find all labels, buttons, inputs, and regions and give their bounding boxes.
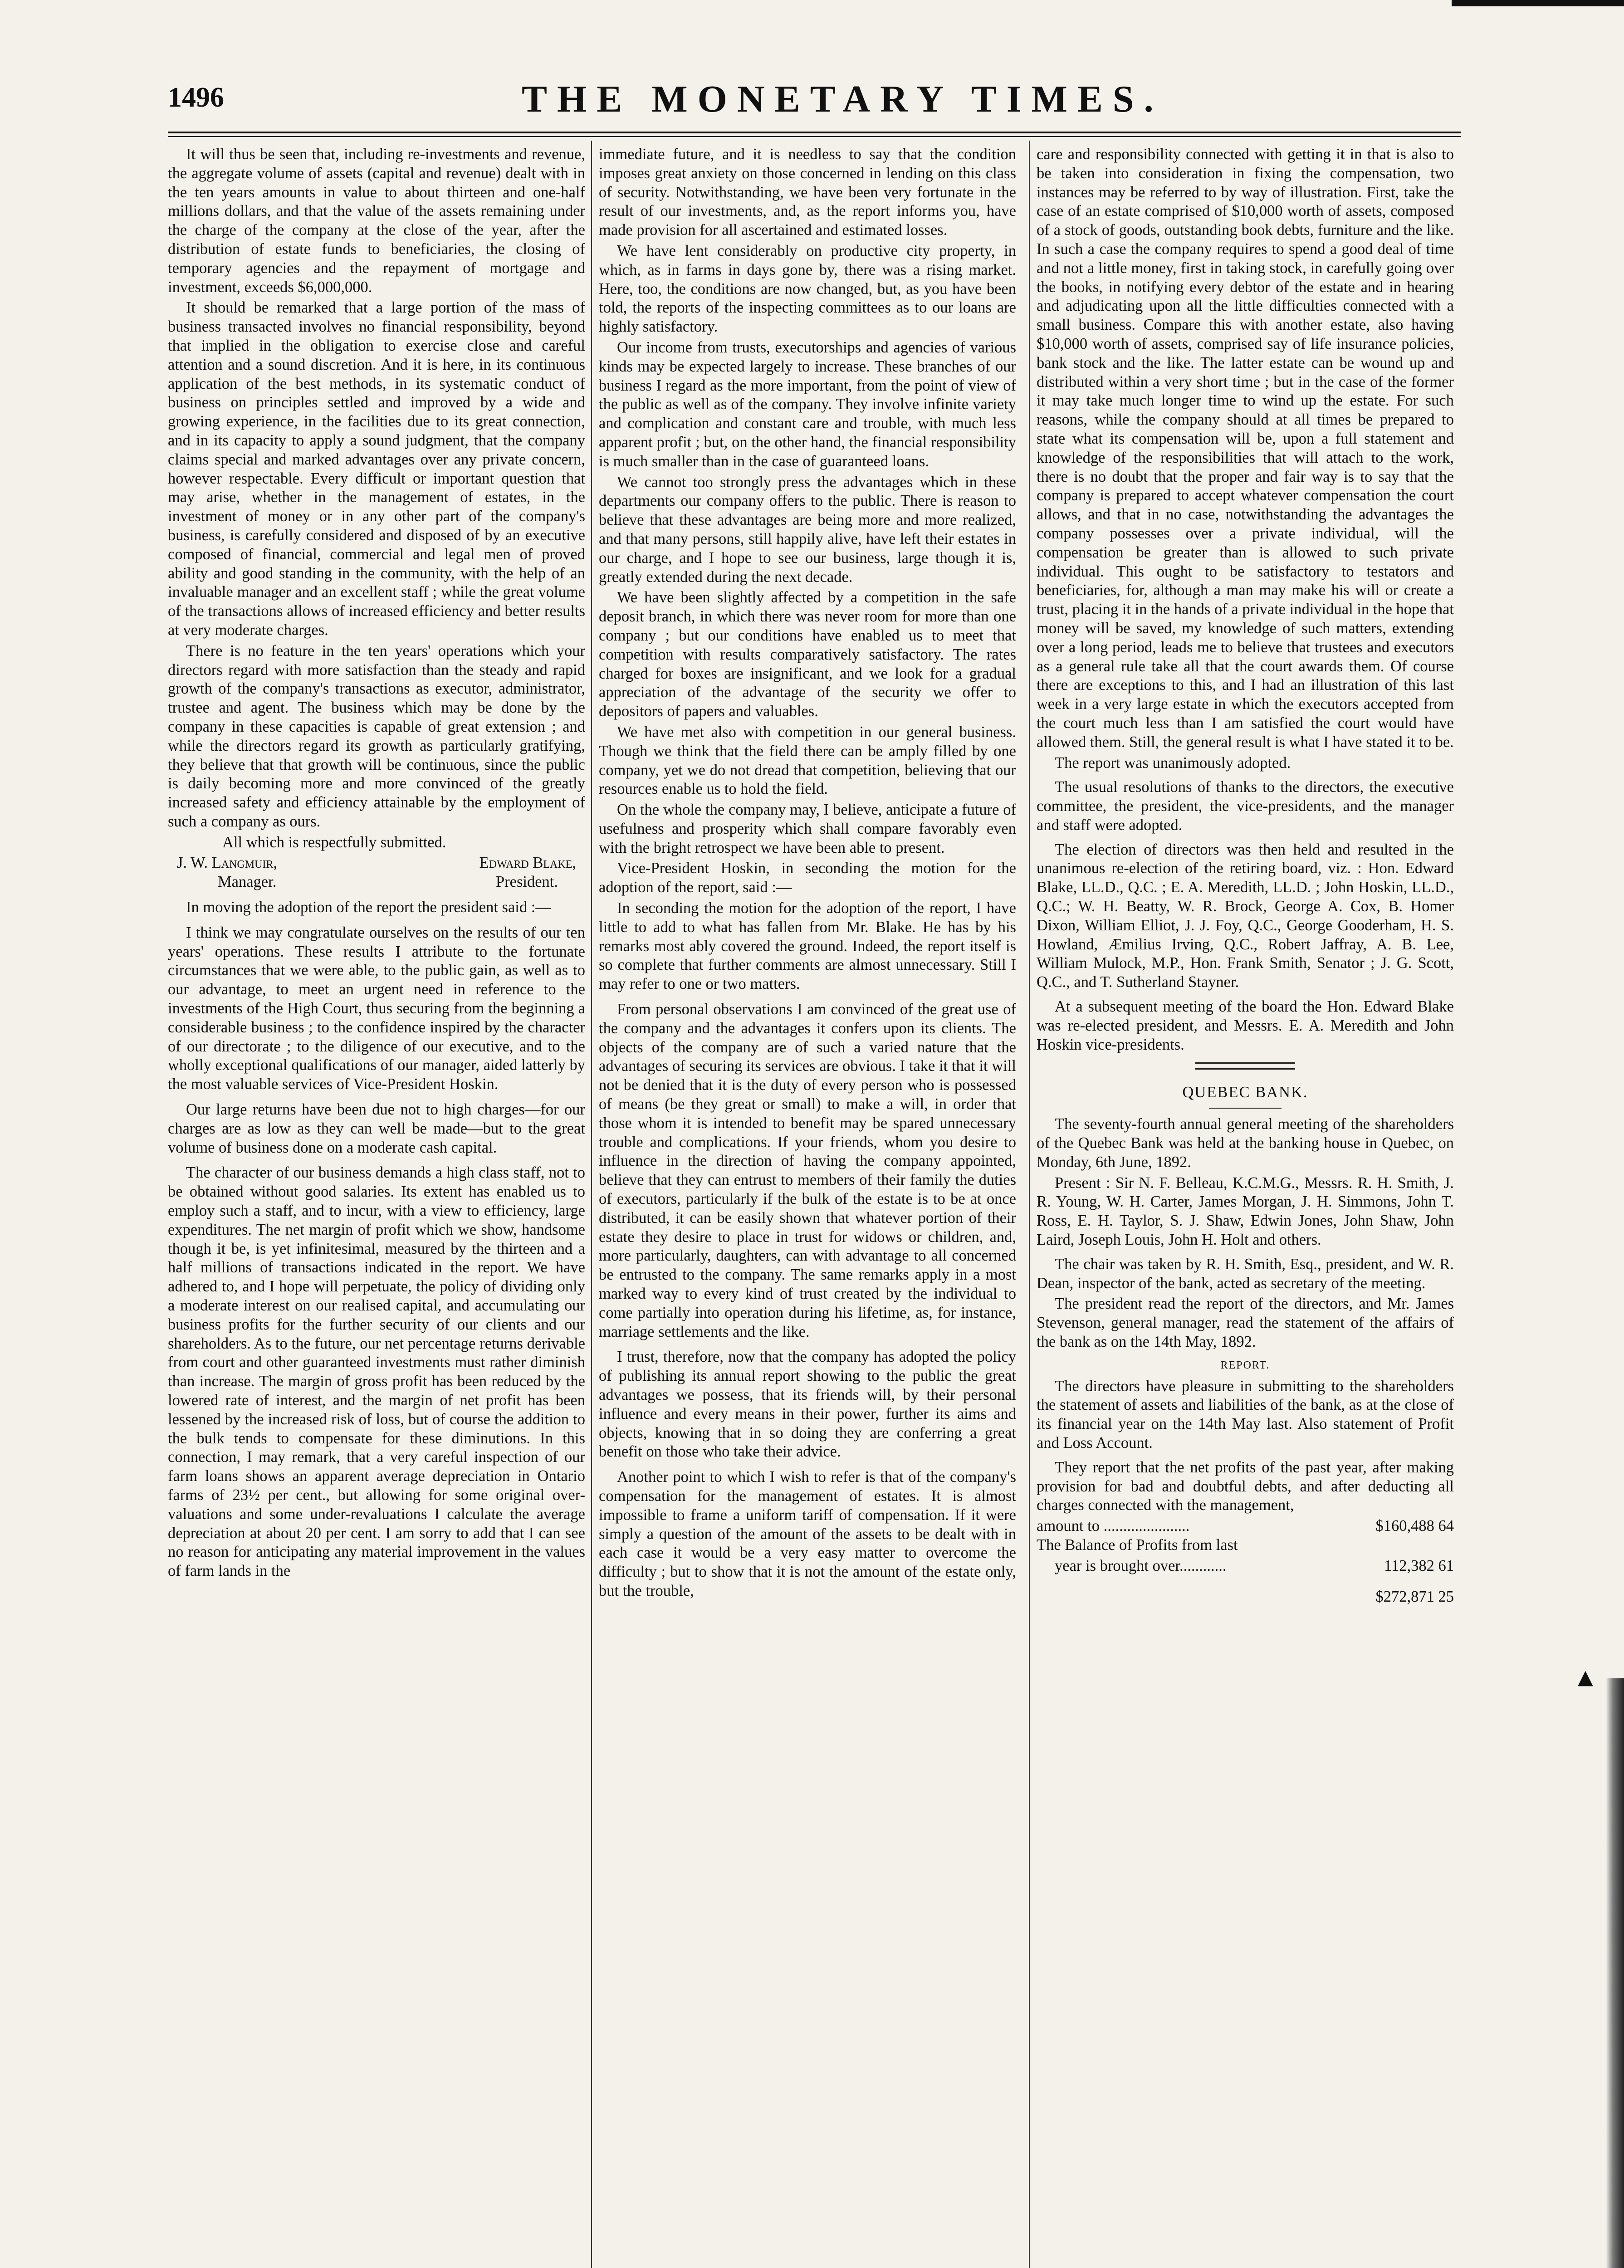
section-underline (1209, 1108, 1282, 1109)
paragraph: The election of directors was then held and resulted in the unanimous re-election of the retiring board, viz. : Hon. Edward Blake, LL.D., Q.C. ; E. A. Meredith, LL.D. ; John Hoskin, LL.D., Q.C.; W. H. Beatty, W. R. Brock, George A. Cox, B. Homer Dixon, William Elliot, J. J. Foy, Q.C., George Gooderham, H. S. Howland, Æmilius Irving, Q.C., Robert Jaffray, A. B. Lee, William Mulock, M.P., Hon. Frank Smith, Senator ; J. G. Scott, Q.C., and T. Sutherland Stayner. (1037, 841, 1454, 991)
paragraph: The chair was taken by R. H. Smith, Esq., president, and W. R. Dean, inspector of the bank, acted as secretary of the meeting. (1037, 1255, 1454, 1292)
paragraph: The usual resolutions of thanks to the directors, the executive committee, the president, the vice-presidents, and the manager and staff were adopted. (1037, 778, 1454, 834)
submitted-line: All which is respectfully submitted. (222, 833, 446, 851)
paragraph: I trust, therefore, now that the company has adopted the policy of publishing its annual report showing to the public the great advantages we possess, that its friends will, by their personal influence and every means in their power, further its aims and objects, knowing that in so doing they are conferring a great benefit on those who take their advice. (599, 1348, 1016, 1461)
paragraph: Another point to which I wish to refer is that of the company's compensation for the management of estates. It is almost impossible to frame a uniform tariff of compensation. If it were simply a question of the amount of the assets to be dealt with in each case it would be a very easy matter to overcome the difficulty ; but to show that it is not the amount of the estate only, but the trouble, (599, 1468, 1016, 1599)
page-number: 1496 (168, 82, 224, 113)
binding-spine-shadow (1606, 1678, 1624, 2268)
column-2 (599, 145, 1016, 1603)
paragraph: We have been slightly affected by a competition in the safe deposit branch, in which there was never room for more than one company ; but our conditions have enabled us to meet that competition with results comparatively satisfactory. The rates charged for boxes are insignificant, and we look for a gradual appreciation of the advantage of the security we offer to depositors of papers and valuables. (599, 589, 1016, 720)
paragraph: Our large returns have been due not to high charges—for our charges are as low as they can well be made—but to the great volume of business done on a moderate cash capital. (168, 1101, 585, 1156)
signature-titles (168, 873, 585, 892)
amount-line-balance (1037, 1557, 1454, 1576)
amount-value: $160,488 64 (1375, 1517, 1454, 1535)
page-header (168, 77, 1610, 127)
paragraph: In moving the adoption of the report the president said :— (186, 899, 551, 916)
paragraph: Vice-President Hoskin, in seconding the motion for the adoption of the report, said :— (599, 860, 1016, 896)
header-rule (168, 132, 1461, 133)
section-separator (1195, 1062, 1295, 1070)
paragraph: At a subsequent meeting of the board the Hon. Edward Blake was re-elected president, and Messrs. E. A. Meredith and John Hoskin vice-presidents. (1037, 998, 1454, 1053)
column-3 (1037, 145, 1454, 1606)
amount-line-profits (1037, 1517, 1454, 1536)
report-heading: REPORT. (1220, 1359, 1270, 1371)
signature-president: Edward Blake, (479, 854, 576, 872)
paragraph: We cannot too strongly press the advantages which in these departments our company offers to the public. There is reason to believe that these advantages are being more and more realized, and that many persons, still happily alive, have left their estates in our charge, and I hope to see our business, large though it is, greatly extended during the next decade. (599, 473, 1016, 586)
paragraph: Present : Sir N. F. Belleau, K.C.M.G., Messrs. R. H. Smith, J. R. Young, W. H. Carter, James Morgan, J. H. Simmons, John T. Ross, E. H. Taylor, S. J. Shaw, Edwin Jones, John Shaw, John Laird, Joseph Louis, John H. Holt and others. (1037, 1174, 1454, 1249)
paragraph: They report that the net profits of the past year, after making provision for bad and doubtful debts, and after deducting all charges connected with the management, (1037, 1458, 1454, 1514)
paragraph: Our income from trusts, executorships and agencies of various kinds may be expected largely to increase. These branches of our business I regard as the more important, from the point of view of the public as well as of the company. They involve infinite variety and complication and constant care and trouble, with much less apparent profit ; but, on the other hand, the financial responsibility is much smaller than in the case of guaranteed loans. (599, 338, 1016, 470)
paragraph: I think we may congratulate ourselves on the results of our ten years' operations. These results I attribute to the fortunate circumstances that we were able, to the public gain, as well as to our advantage, to meet an urgent need in reference to the investments of the High Court, thus securing from the beginning a considerable business ; to the confidence inspired by the character of our directorate ; to the diligence of our executive, and to the wholly exceptional qualifications of our manager, aided latterly by the most valuable services of Vice-President Hoskin. (168, 924, 585, 1093)
paragraph: The directors have pleasure in submitting to the shareholders the statement of assets and liabilities of the bank, as at the close of its financial year on the 14th May last. Also statement of Profit and Loss Account. (1037, 1377, 1454, 1452)
title-manager: Manager. (218, 873, 277, 891)
paragraph: The president read the report of the directors, and Mr. James Stevenson, general manager, read the statement of the affairs of the bank as on the 14th May, 1892. (1037, 1295, 1454, 1351)
title-president: President. (495, 873, 558, 891)
paragraph: There is no feature in the ten years' operations which your directors regard with more satisfaction than the steady and rapid growth of the company's transactions as executor, administrator, trustee and agent. The business which may be done by the company in these capacities is capable of great extension ; and while the directors regard its growth as particularly gratifying, they believe that that growth will be continuous, since the public is daily becoming more and more convinced of the greatly increased safety and efficiency attainable by the employment of such a company as ours. (168, 642, 585, 830)
amount-value: 112,382 61 (1384, 1557, 1454, 1574)
paragraph: In seconding the motion for the adoption of the report, I have little to add to what has fallen from Mr. Blake. He has by his remarks most ably covered the ground. Indeed, the report itself is so complete that further comments are almost unnecessary. Still I may refer to one or two matters. (599, 899, 1016, 993)
total-amount: $272,871 25 (1375, 1588, 1454, 1605)
paragraph: On the whole the company may, I believe, anticipate a future of usefulness and prosperity which shall compare favorably even with the bright retrospect we have been able to present. (599, 801, 1016, 856)
section-title: QUEBEC BANK. (1182, 1084, 1308, 1101)
paragraph: The report was unanimously adopted. (1055, 754, 1291, 772)
masthead-title: THE MONETARY TIMES. (522, 78, 1164, 120)
column-divider-1 (591, 141, 592, 2268)
column-1 (168, 145, 585, 1583)
amount-label: year is brought over............ (1055, 1557, 1227, 1574)
paragraph: It should be remarked that a large portion of the mass of business transacted involves no financial responsibility, beyond that implied in the obligation to exercise close and careful attention and a sound discretion. And it is here, in its continuous application of the best methods, in its systematic conduct of business on principles settled and improved by a wide and growing experience, in the facilities due to its great connection, and in its capacity to apply a sound judgment, that the company claims special and marked advantages over any private concern, however respectable. Every difficult or important question that may arise, whether in the management of estates, in the investment of money or in any other part of the company's business, is carefully considered and disposed of by an executive composed of financial, commercial and legal men of proved ability and good standing in the community, with the help of an invaluable manager and an excellent staff ; while the great volume of the transactions allows of increased efficiency and better results at very moderate charges. (168, 299, 585, 639)
paragraph: The character of our business demands a high class staff, not to be obtained without good salaries. Its extent has enabled us to employ such a staff, and to incur, with a view to efficiency, large expenditures. The net margin of profit which we show, handsome though it be, is yet infinitesimal, measured by the thirteen and a half millions of transactions indicated in the report. We have adhered to, and I hope will perpetuate, the policy of dividing only a moderate interest on our realised capital, and accumulating our business profits for the further security of our clients and our shareholders. As to the future, our net percentage returns derivable from court and other guaranteed investments must rather diminish than increase. The margin of gross profit has been reduced by the lowered rate of interest, and the margin of net profit has been lessened by the increased risk of loss, but of course the addition to the bulk tends to compensate for these diminutions. In this connection, I may remark, that a very careful inspection of our farm loans shows an apparent average depreciation in Ontario farms of 23½ per cent., but allowing for some original over-valuations and some under-revaluations I calculate the average depreciation at about 20 per cent. I am sorry to add that I can see no reason for anticipating any material improvement in the values of farm lands in the (168, 1164, 585, 1580)
paragraph: immediate future, and it is needless to say that the condition imposes great anxiety on those concerned in lending on this class of security. Notwithstanding, we have been very fortunate in the result of our investments, and, as the report informs you, have made provision for all ascertained and estimated losses. (599, 146, 1016, 239)
paragraph: The Balance of Profits from last (1037, 1536, 1238, 1554)
column-divider-2 (1029, 141, 1030, 2268)
pointer-mark-icon: ▲ (1578, 1666, 1593, 1689)
paragraph: care and responsibility connected with getting it in that is also to be taken into consideration in fixing the compensation, two instances may be referred to by way of illustration. First, take the case of an estate comprised of $10,000 worth of assets, composed of a stock of goods, outstanding book debts, furniture and the like. In such a case the company requires to spend a good deal of time and not a little money, first in taking stock, in carefully going over the books, in notifying every debtor of the estate and in hearing and adjudicating upon all the little difficulties connected with a small business. Compare this with another estate, also having $10,000 worth of assets, comprised say of life insurance policies, bank stock and the like. The latter estate can be wound up and distributed within a very short time ; but in the case of the former it may take much longer time to wind up the estate. For such reasons, while the company should at all times be prepared to state what its compensation will be, upon a full statement and knowledge of the responsibilities that will attach to the work, there is no doubt that the proper and fair way is to say that the company is prepared to accept whatever compensation the court allows, and that in no case, notwithstanding the advantages the company possesses over a private individual, will the compensation be greater than is allowed to such private individual. This ought to be satisfactory to testators and beneficiaries, for, although a man may make his will or create a trust, placing it in the hands of a private individual in the hope that money will be saved, my knowledge of such matters, extending over a long period, leads me to believe that trustees and executors as a general rule take all that the court awards them. Of course there are exceptions to this, and I had an illustration of this last week in a very large estate in which the executors accepted from the court much less than I am satisfied the court would have allowed them. Still, the general result is what I have stated it to be. (1037, 146, 1454, 751)
paragraph: We have met also with competition in our general business. Though we think that the field there can be amply filled by one company, yet we do not dread that competition, believing that our resources enable us to hold the field. (599, 723, 1016, 798)
paragraph: It will thus be seen that, including re-investments and revenue, the aggregate volume of assets (capital and revenue) dealt with in the ten years amounts in value to about thirteen and one-half millions dollars, and that the value of the assets remaining under the charge of the company at the close of the year, after the distribution of estate funds to beneficiaries, the closing of temporary agencies and the repayment of mortgage and investment, exceeds $6,000,000. (168, 146, 585, 296)
header-rule-thin (168, 136, 1461, 137)
paragraph: From personal observations I am convinced of the great use of the company and the advantages it confers upon its clients. The objects of the company are of such a varied nature that the advantages of securing its services are obvious. I take it that it will not be denied that it is the duty of every person who is possessed of means (be they great or small) to make a will, in order that those whom it is intended to benefit may be spared unnecessary trouble and complications. If your friends, whom you desire to influence in the direction of having the company appointed, believe that they can entrust to members of their family the duties of executors, particularly if the bulk of the estate is to be at once distributed, it can be easily shown that whatever portion of their estate they desire to place in trust for widows or children, and, more particularly, daughters, can with advantage to all concerned be entrusted to the company. The same remarks apply in a most marked way to every kind of trust created by the individual to come partially into operation during his lifetime, as, for instance, marriage settlements and the like. (599, 1001, 1016, 1340)
amount-label: amount to ...................... (1037, 1517, 1190, 1535)
paragraph: We have lent considerably on productive city property, in which, as in farms in days gone by, there was a rising market. Here, too, the conditions are now changed, but, as you have been told, the reports of the inspecting committees as to our loans are highly satisfactory. (599, 242, 1016, 336)
top-edge-bar (1452, 0, 1624, 6)
paragraph: The seventy-fourth annual general meeting of the shareholders of the Quebec Bank was held at the banking house in Quebec, on Monday, 6th June, 1892. (1037, 1115, 1454, 1171)
signatures (168, 854, 585, 873)
signature-manager: J. W. Langmuir, (177, 854, 278, 872)
